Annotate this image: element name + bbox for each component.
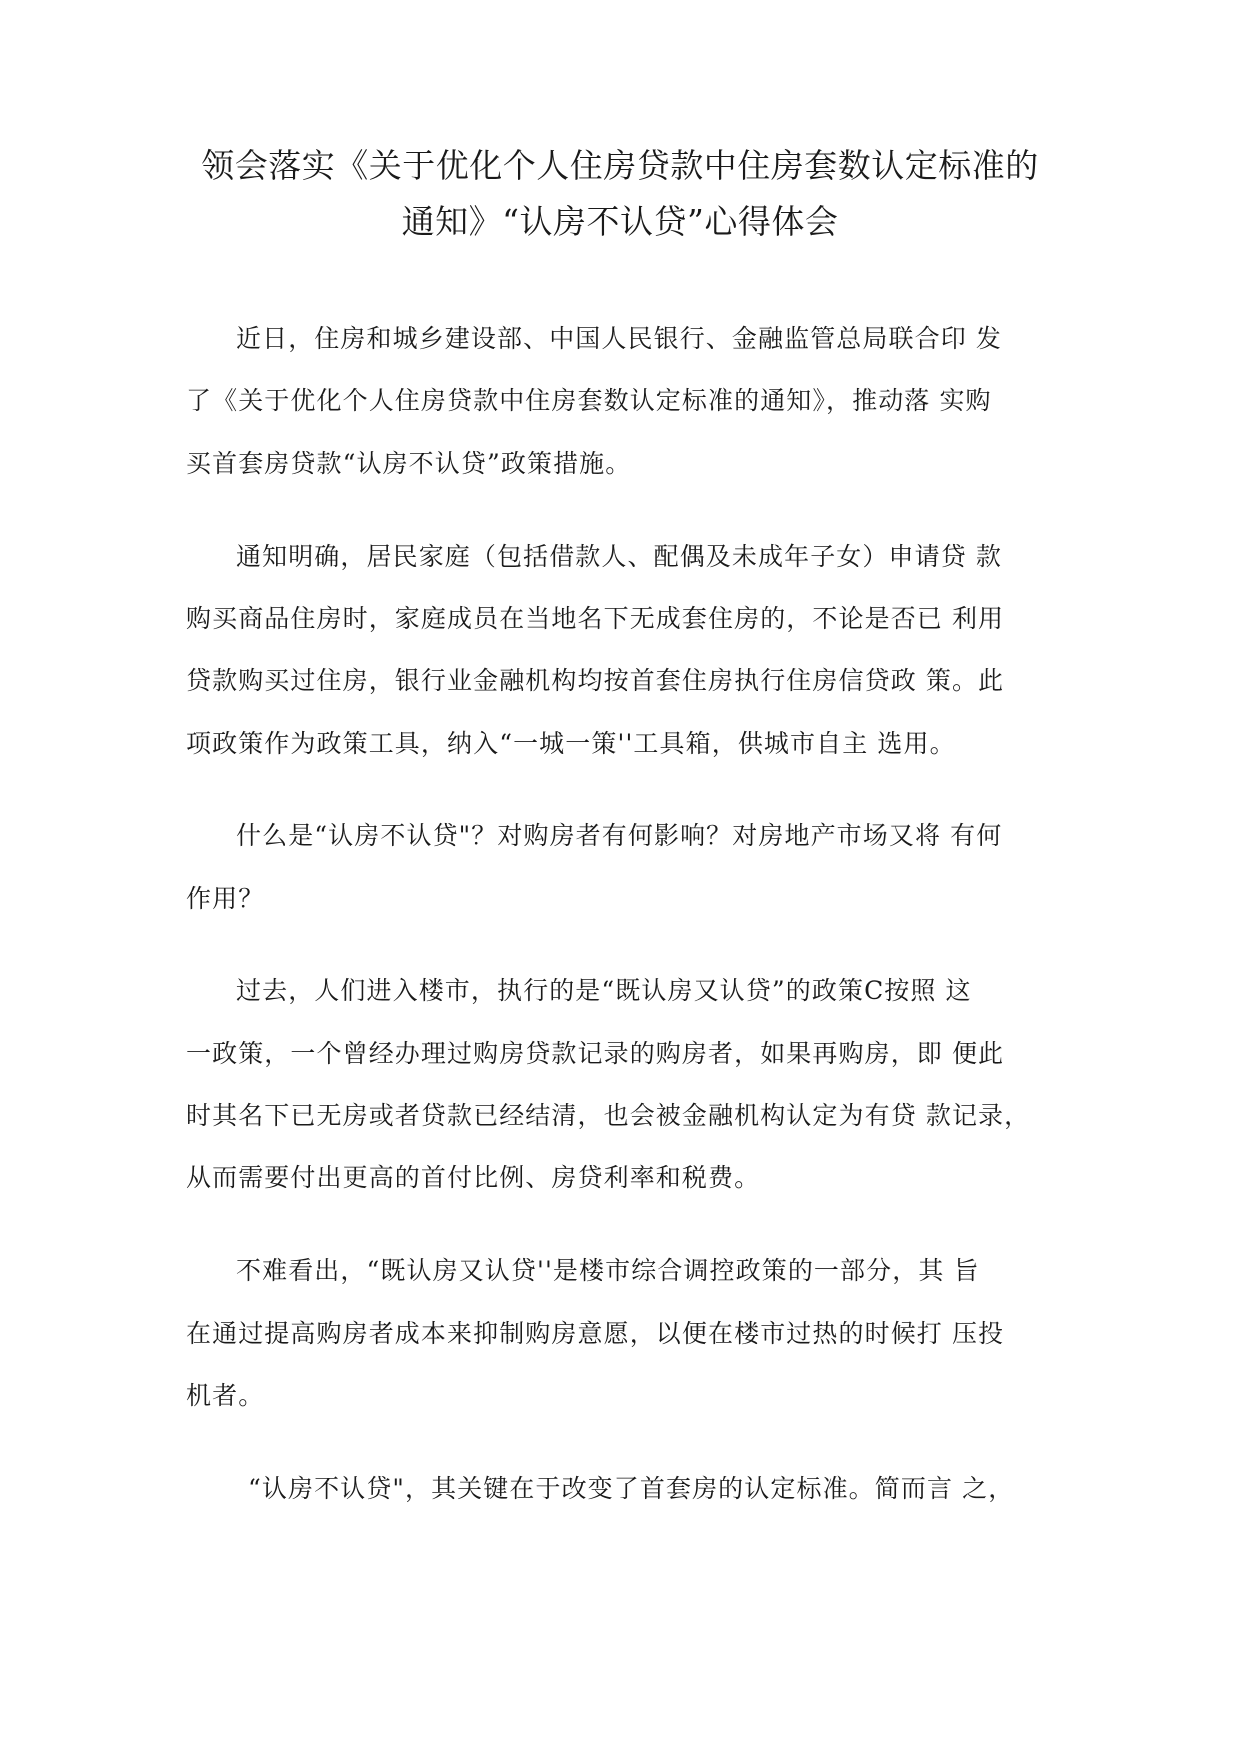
paragraph-2-line-1: 通知明确，居民家庭（包括借款人、配偶及未成年子女）申请贷 款 [236,542,1002,571]
paragraph-1-line-1: 近日，住房和城乡建设部、中国人民银行、金融监管总局联合印 发 [236,324,1002,353]
paragraph-2-line-2: 购买商品住房时，家庭成员在当地名下无成套住房的，不论是否已 利用 [186,604,1005,633]
paragraph-5-line-3: 机者。 [186,1381,265,1410]
document-title-line-1: 领会落实《关于优化个人住房贷款中住房套数认定标准的 [201,146,1039,185]
paragraph-3-line-1: 什么是“认房不认贷"？对购房者有何影响？对房地产市场又将 有何 [236,821,1003,850]
document-title-line-2: 通知》“认房不认贷”心得体会 [401,202,839,241]
paragraph-4-line-4: 从而需要付出更高的首付比例、房贷利率和税费。 [186,1163,761,1192]
paragraph-4-line-2: 一政策，一个曾经办理过购房贷款记录的购房者，如果再购房，即 便此 [186,1039,1005,1068]
paragraph-4-line-1: 过去，人们进入楼市，执行的是“既认房又认贷”的政策C按照 这 [236,976,972,1005]
paragraph-2-line-4: 项政策作为政策工具，纳入“一城一策''工具箱，供城市自主 选用。 [186,729,956,758]
paragraph-2-line-3: 贷款购买过住房，银行业金融机构均按首套住房执行住房信贷政 策。此 [186,666,1005,695]
paragraph-4-line-3: 时其名下已无房或者贷款已经结清，也会被金融机构认定为有贷 款记录， [186,1101,1031,1130]
paragraph-1-line-2: 了《关于优化个人住房贷款中住房套数认定标准的通知》，推动落 实购 [186,386,992,415]
paragraph-5-line-1: 不难看出，“既认房又认贷''是楼市综合调控政策的一部分，其 旨 [236,1256,980,1285]
paragraph-5-line-2: 在通过提高购房者成本来抑制购房意愿，以便在楼市过热的时候打 压投 [186,1319,1005,1348]
paragraph-6-line-1: “认房不认贷"，其关键在于改变了首套房的认定标准。简而言 之， [248,1474,1015,1503]
paragraph-3-line-2: 作用？ [186,884,265,913]
paragraph-1-line-3: 买首套房贷款“认房不认贷”政策措施。 [186,449,632,478]
